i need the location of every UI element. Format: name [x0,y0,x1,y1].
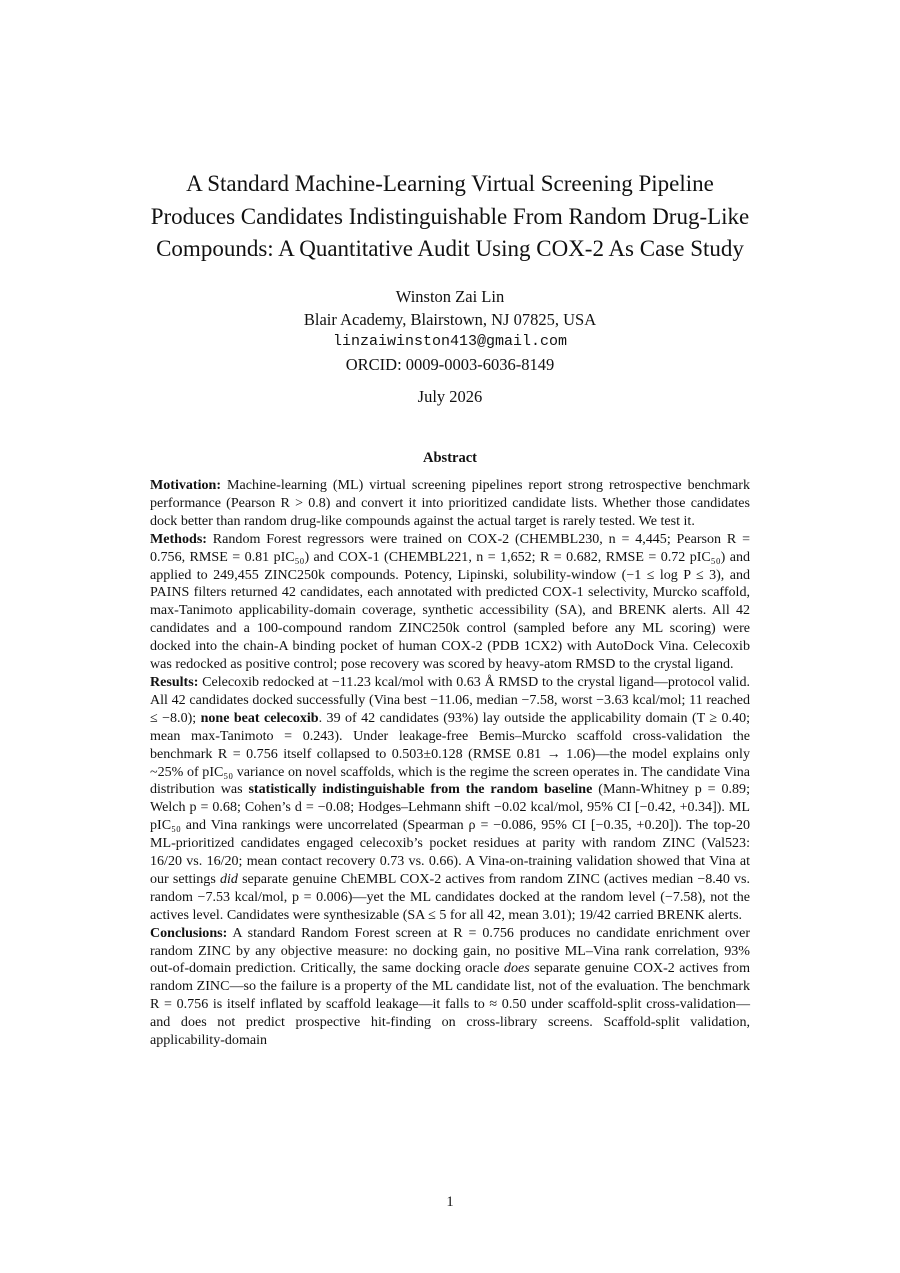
results-text: Celecoxib redocked at −11.23 kcal/mol with 0.63 Å RMSD to the crystal ligand—protocol valid. All 42 candidates docked successfully (Vina best −11.06, median −7.58, worst −3.63 kcal/mol; 11 reached ≤ −8.0); [150,673,750,726]
motivation-text: Machine-learning (ML) virtual screening pipelines report strong retrospective benchmark performance (Pearson R > 0.8) and convert it into prioritized candidate lists. Whether those candidates dock better than random drug-like compounds against the actual target is rarely tested. We test it. [150,477,750,529]
methods-label: Methods: [150,530,207,547]
conclusions-text: separate genuine COX-2 actives from random ZINC—so the failure is a property of the ML candidate list, not of the evaluation. The benchmark R = 0.756 is itself inflated by scaffold leakage—it falls to ≈ 0.50 under scaffold-split cross-validation—and does not predict prospective hit-finding on cross-library screens. Scaffold-split validation, applicability-domain [150,960,751,1049]
results-label: Results: [150,673,199,690]
affiliation: Blair Academy, Blairstown, NJ 07825, USA [303,309,597,329]
results-italic: did [219,870,238,887]
results-text: separate genuine ChEMBL COX-2 actives from random ZINC (actives median −8.40 vs. random −7.53 kcal/mol, p = 0.006)—yet the ML candidates docked at the random level (−7.58), not the actives level. Candidates were synthesizable (SA ≤ 5 for all 42, mean 3.01); 19/42 carried BRENK alerts. [150,870,751,923]
title-line: A Standard Machine-Learning Virtual Screening Pipeline [186,171,714,196]
author-block [200,286,700,376]
results-text: (Mann-Whitney p = 0.89; Welch p = 0.68; Cohen’s d = −0.08; Hodges–Lehmann shift −0.02 kcal/mol, 95% CI [−0.42, +0.34]). ML pIC₅₀ and Vina rankings were uncorrelated (Spearman ρ = −0.086, 95% CI [−0.35, +0.20]). The top-20 ML-prioritized candidates engaged celecoxib’s pocket residues at parity with random ZINC (Val523: 16/20 vs. 16/20; mean contact recovery 0.73 vs. 0.66). A Vina-on-training validation showed that Vina at our settings [150,781,750,887]
author-name: Winston Zai Lin [395,287,505,306]
page-number: 1 [446,1194,454,1210]
conclusions-text: A standard Random Forest screen at R = 0.756 produces no candidate enrichment over random ZINC by any objective measure: no docking gain, no positive ML–Vina rank correlation, 93% out-of-domain prediction. Critically, the same docking oracle [150,924,750,977]
conclusions-italic: does [503,960,530,977]
title-line: Produces Candidates Indistinguishable From Random Drug-Like [150,203,750,229]
results-text: . 39 of 42 candidates (93%) lay outside the applicability domain (T ≥ 0.40; mean max-Tanimoto = 0.243). Under leakage-free Bemis–Murcko scaffold cross-validation the benchmark R = 0.756 itself collapsed to 0.503±0.128 (RMSE 0.81 → 1.06)—the model explains only ~25% of pIC₅₀ variance on novel scaffolds, which is the regime the screen operates in. The candidate Vina distribution was [150,709,750,798]
publication-date: July 2026 [417,387,483,406]
abstract-results [150,674,750,925]
abstract-body [150,477,750,1050]
abstract-methods [150,531,750,674]
motivation-label: Motivation: [150,477,222,493]
abstract-conclusions [150,925,750,1050]
abstract-heading: Abstract [423,450,477,466]
conclusions-label: Conclusions: [150,924,228,941]
results-emphasis: statistically indistinguishable from the random baseline [248,781,593,798]
title-line: Compounds: A Quantitative Audit Using COX-2 As Case Study [156,236,744,261]
results-emphasis: none beat celecoxib [200,709,319,726]
orcid: ORCID: 0009-0003-6036-8149 [345,354,555,374]
email-link[interactable]: linzaiwinston413@gmail.com [332,333,568,350]
paper-title [100,168,800,266]
abstract-motivation [150,477,750,531]
methods-text: Random Forest regressors were trained on COX-2 (CHEMBL230, n = 4,445; Pearson R = 0.756, RMSE = 0.81 pIC₅₀) and COX-1 (CHEMBL221, n = 1,652; R = 0.682, RMSE = 0.72 pIC₅₀) and applied to 249,455 ZINC250k compounds. Potency, Lipinski, solubility-window (−1 ≤ log P ≤ 3), and PAINS filters returned 42 candidates, each annotated with predicted COX-1 selectivity, Murcko scaffold, max-Tanimoto applicability-domain coverage, synthetic accessibility (SA), and BRENK alerts. All 42 candidates and a 100-compound random ZINC250k control (sampled before any ML scoring) were docked into the chain-A binding pocket of human COX-2 (PDB 1CX2) with AutoDock Vina. Celecoxib was redocked as positive control; pose recovery was scored by heavy-atom RMSD to the crystal ligand. [150,530,750,673]
